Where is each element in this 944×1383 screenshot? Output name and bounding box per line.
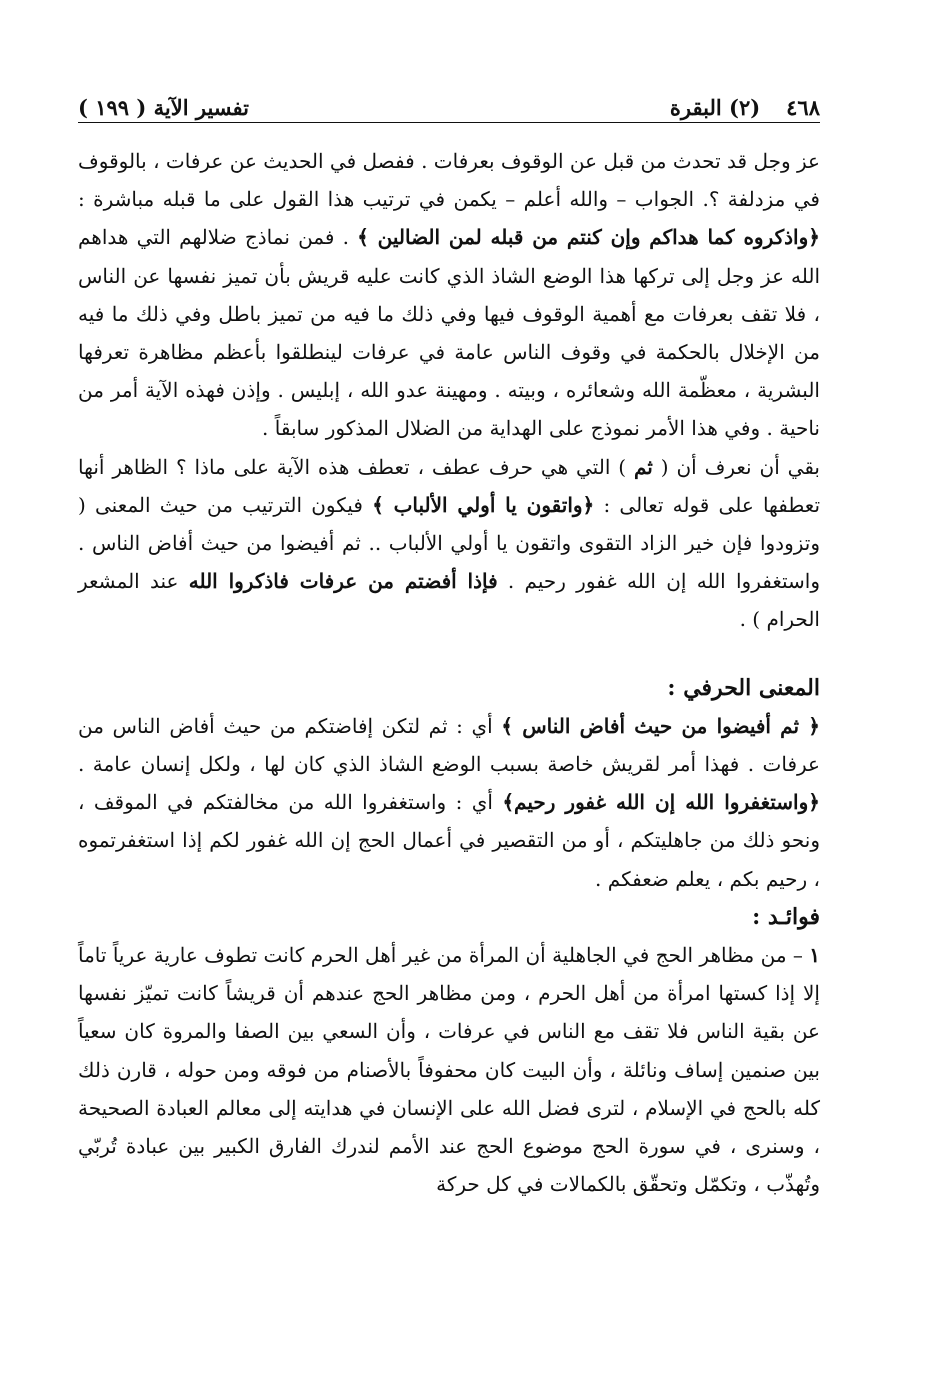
bold-phrase: فإذا أفضتم من عرفات فاذكروا الله <box>188 569 498 594</box>
section-title: تفسير الآية ( ١٩٩ ) <box>78 95 250 120</box>
paragraph-2 <box>78 448 820 639</box>
text-run: عز وجل قد تحدث من قبل عن الوقوف بعرفات . ففصل في الحديث عن عرفات ، بالوقوف في مزدلفة ؟. الجواب – والله أعلم – يكمن في ترتيب هذا القول على ما قبله مباشرة : <box>78 149 820 212</box>
spacer <box>78 639 820 669</box>
body-text <box>78 142 820 1203</box>
quran-verse: ﴿واتقون يا أولي الألباب ﴾ <box>372 492 595 517</box>
text-run: فيكون الترتيب من حيث المعنى ( وتزودوا فإن خير الزاد التقوى واتقون يا أولي الألباب .. ثم أفيضوا من حيث أفاض الناس . واستغفروا الله إن الله غفور رحيم . <box>78 492 821 594</box>
quran-verse: ﴿واذكروه كما هداكم وإن كنتم من قبله لمن الضالين ﴾ <box>357 225 820 250</box>
text-run: – من مظاهر الحج في الجاهلية أن المرأة من غير أهل الحرم كانت تطوف عارية عرياً تاماً إلا إذا كستها امرأة من أهل الحرم ، ومن مظاهر الحج عندهم أن قريشاً كانت تميّز نفسها عن بقية الناس فلا تقف مع الناس في عرفات ، وأن السعي بين الصفا والمروة كان سعياً بين صنمين إساف ونائلة ، وأن البيت كان محفوفاً بالأصنام من فوقه ومن حوله ، قارن ذلك كله بالحج في الإسلام ، لترى فضل الله على الإنسان في هدايته إلى معالم العبادة الصحيحة ، وسنرى ، في سورة الحج موضوع الحج عند الأمم لندرك الفارق الكبير بين عبادة تُربّي وتُهذّب ، وتكمّل وتحقّق بالكمالات في كل حركة <box>78 943 820 1197</box>
text-run: بقي أن نعرف أن ( <box>652 454 820 479</box>
header-rule <box>78 122 820 123</box>
page-number: ٤٦٨ <box>786 95 820 120</box>
heading-benefits: فوائـد : <box>752 903 820 930</box>
running-header <box>78 84 820 120</box>
heading-literal-meaning: المعنى الحرفي : <box>667 674 820 701</box>
item-number: ١ <box>809 943 820 968</box>
surah-name: (٢) البقرة <box>669 95 761 120</box>
text-run: أي : ثم لتكن إفاضتكم من حيث أفاض الناس من عرفات . فهذا أمر لقريش خاصة بسبب الوضع الشاذ الذي كان لها ، ولكل إنسان عامة . <box>78 713 820 777</box>
paragraph-4 <box>78 936 820 1203</box>
paragraph-3 <box>78 707 820 898</box>
text-run: . فمن نماذج ضلالهم التي هداهم الله عز وجل إلى تركها هذا الوضع الشاذ الذي كانت عليه قريش بأن تميز نفسها عن الناس ، فلا تقف بعرفات مع أهمية الوقوف فيها وفي ذلك ما فيه من تميز باطل وفي ذلك ما فيه من الإخلال بالحكمة في وقوف الناس عامة في عرفات لينطلقوا بأعظم مظاهرة تعرفها البشرية ، معظّمة الله وشعائره ، وبيته . ومهينة عدو الله ، إبليس . وإذن فهذه الآية أمر من ناحية . وفي هذا الأمر نموذج على الهداية من الضلال المذكور سابقاً . <box>78 225 820 441</box>
text-run: ) التي هي حرف عطف ، تعطف هذه الآية على ماذا ؟ الظاهر أنها تعطفها على قوله تعالى : <box>78 454 821 517</box>
quran-verse: ﴿واستغفروا الله إن الله غفور رحيم﴾ <box>502 790 820 815</box>
paragraph-1 <box>78 142 820 448</box>
quran-verse: ﴿ ثم أفيضوا من حيث أفاض الناس ﴾ <box>501 713 820 738</box>
bold-word: ثم <box>633 454 653 479</box>
header-right <box>670 95 820 120</box>
text-run: عند المشعر الحرام ) . <box>78 569 820 632</box>
text-run: أي : واستغفروا الله من مخالفتكم في الموقف ، ونحو ذلك من جاهليتكم ، أو من التقصير في أعمال الحج إن الله غفور لكم إذا استغفرتموه ، رحيم بكم ، يعلم ضعفكم . <box>78 790 820 891</box>
